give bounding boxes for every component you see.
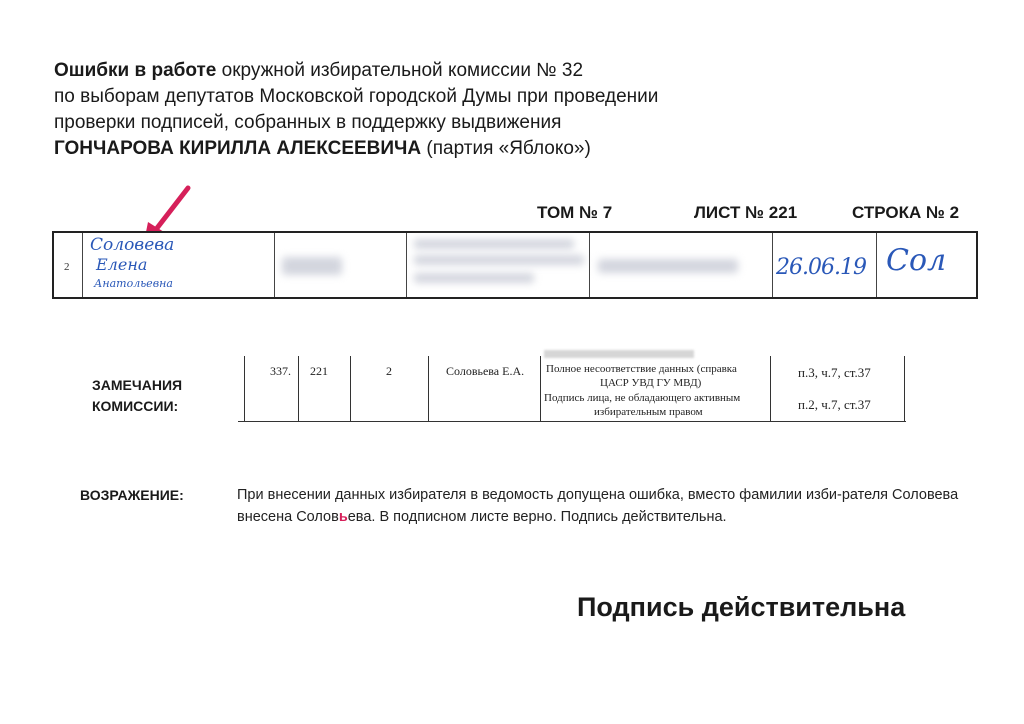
remarks-law-1: п.3, ч.7, ст.37 bbox=[798, 365, 871, 380]
remarks-reason-1-line-1: Полное несоответствие данных (справка bbox=[546, 363, 737, 375]
remarks-divider bbox=[428, 356, 429, 422]
header-line-1-rest: окружной избирательной комиссии № 32 bbox=[216, 60, 584, 81]
handwritten-name: Елена bbox=[96, 255, 148, 274]
remarks-voter-name: Соловьева Е.А. bbox=[446, 364, 525, 378]
sheet-divider bbox=[876, 233, 877, 297]
objection-label: ВОЗРАЖЕНИЕ: bbox=[80, 487, 184, 503]
sheet-divider bbox=[82, 233, 83, 297]
remarks-index: 337. bbox=[270, 364, 291, 378]
header-bold-title: Ошибки в работе bbox=[54, 60, 217, 81]
remarks-reason-1-line-2: ЦАСР УВД ГУ МВД) bbox=[600, 377, 702, 389]
party-name: (партия «Яблоко») bbox=[421, 138, 591, 159]
ref-tom: ТОМ № 7 bbox=[537, 203, 613, 222]
commission-remarks-table bbox=[238, 356, 906, 422]
verdict-title: Подпись действительна bbox=[577, 592, 906, 622]
sheet-divider bbox=[406, 233, 407, 297]
remarks-divider bbox=[904, 356, 905, 422]
redacted-address bbox=[414, 273, 534, 283]
handwritten-signature: Сол bbox=[886, 243, 947, 278]
objection-text bbox=[237, 484, 977, 528]
cropped-text-fragment bbox=[544, 350, 694, 358]
header-line-3: проверки подписей, собранных в поддержку выдвижения bbox=[54, 112, 562, 133]
objection-text-part-2: ева. В подписном листе верно. Подпись действительна. bbox=[347, 509, 727, 525]
remarks-divider bbox=[298, 356, 299, 422]
header-line-1 bbox=[54, 58, 658, 84]
header-line-2: по выборам депутатов Московской городской Думы при проведении bbox=[54, 86, 659, 107]
remarks-reason-2-line-2: избирательным правом bbox=[594, 406, 703, 418]
ref-stroka: СТРОКА № 2 bbox=[852, 203, 960, 222]
handwritten-date: 26.06.19 bbox=[776, 255, 866, 280]
remarks-divider bbox=[350, 356, 351, 422]
remarks-row-no: 2 bbox=[386, 364, 392, 378]
document-header bbox=[54, 58, 658, 162]
candidate-name: ГОНЧАРОВА КИРИЛЛА АЛЕКСЕЕВИЧА bbox=[54, 138, 422, 159]
remarks-divider bbox=[244, 356, 245, 422]
handwritten-surname: Соловева bbox=[90, 235, 175, 255]
remarks-bottom-line bbox=[238, 421, 906, 422]
redacted-address bbox=[414, 239, 574, 249]
remarks-divider bbox=[540, 356, 541, 422]
remarks-divider bbox=[770, 356, 771, 422]
remarks-law-2: п.2, ч.7, ст.37 bbox=[798, 397, 871, 412]
sheet-divider bbox=[274, 233, 275, 297]
objection-text-part-1: При внесении данных избирателя в ведомость допущена ошибка, вместо фамилии изби-рателя Соловева внесена Солов bbox=[237, 487, 959, 525]
redacted-birth-year bbox=[282, 257, 342, 275]
header-line-4 bbox=[54, 136, 658, 162]
handwritten-patronymic: Анатольевна bbox=[94, 277, 173, 290]
sheet-row-number: 2 bbox=[64, 261, 70, 273]
remarks-label bbox=[92, 375, 182, 417]
remarks-sheet-no: 221 bbox=[310, 364, 328, 378]
redacted-passport bbox=[598, 259, 738, 273]
sheet-divider bbox=[589, 233, 590, 297]
sheet-divider bbox=[772, 233, 773, 297]
remarks-reason-2-line-1: Подпись лица, не обладающего активным bbox=[544, 392, 741, 404]
signature-sheet-scan bbox=[52, 231, 978, 299]
remarks-label-line-2: КОМИССИИ: bbox=[92, 398, 179, 414]
objection-highlight-letter: ь bbox=[338, 509, 348, 525]
remarks-label-line-1: ЗАМЕЧАНИЯ bbox=[92, 377, 183, 393]
redacted-address bbox=[414, 255, 584, 265]
ref-list: ЛИСТ № 221 bbox=[694, 203, 798, 222]
